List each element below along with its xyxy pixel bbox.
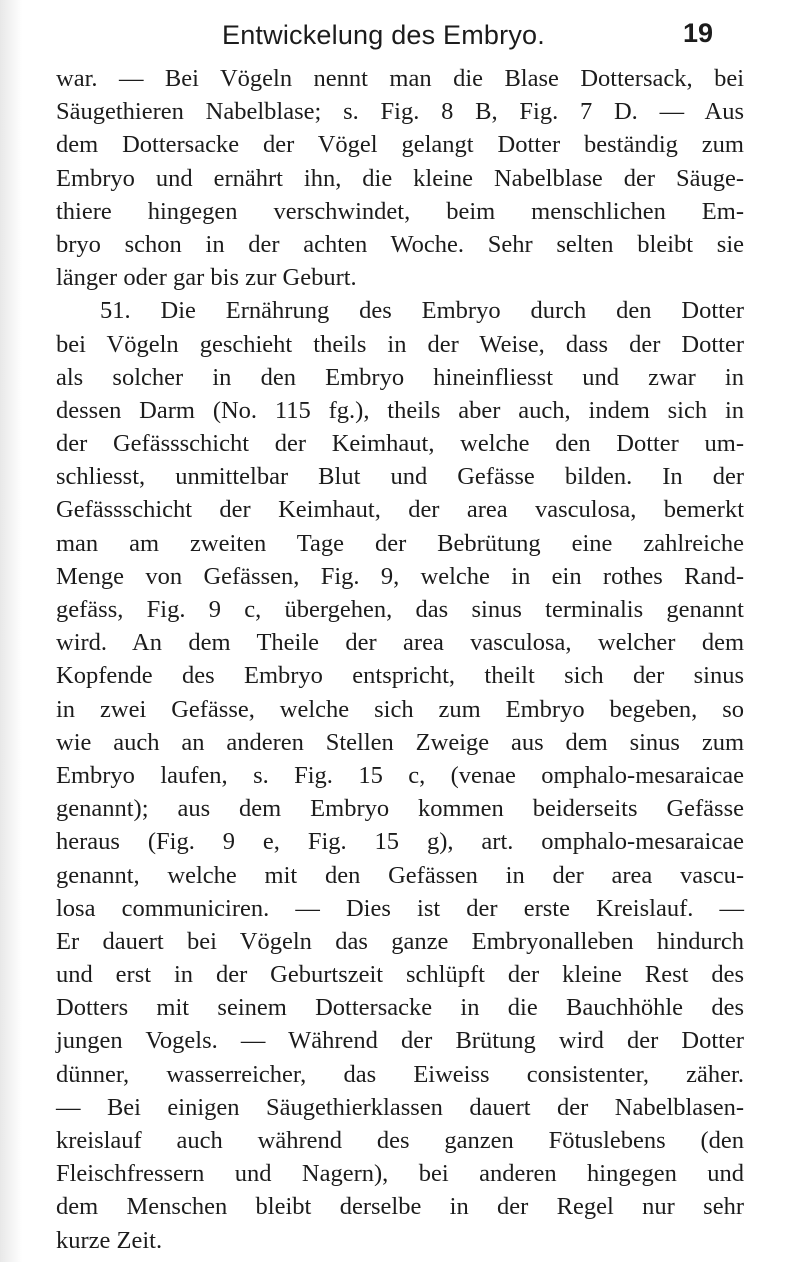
text-line: der Gefässschicht der Keimhaut, welche den Dotter um- — [56, 430, 744, 458]
body-text — [56, 62, 744, 1257]
text-line: Embryo und ernährt ihn, die kleine Nabelblase der Säuge- — [56, 164, 744, 192]
text-line: heraus (Fig. 9 e, Fig. 15 g), art. omphalo-mesaraicae — [56, 828, 744, 856]
paragraph-start-line: 51. Die Ernährung des Embryo durch den Dotter — [100, 297, 744, 325]
text-line: in zwei Gefässe, welche sich zum Embryo begeben, so — [56, 695, 744, 723]
text-line: — Bei einigen Säugethierklassen dauert der Nabelblasen- — [56, 1093, 744, 1121]
text-line: Er dauert bei Vögeln das ganze Embryonalleben hindurch — [56, 927, 744, 955]
text-line: war. — Bei Vögeln nennt man die Blase Dottersack, bei — [56, 65, 744, 92]
text-line: kreislauf auch während des ganzen Fötuslebens (den — [56, 1127, 744, 1154]
text-line: dessen Darm (No. 115 fg.), theils aber auch, indem sich in — [56, 396, 744, 424]
text-line: Dotters mit seinem Dottersacke in die Bauchhöhle des — [56, 994, 744, 1022]
page-header — [0, 18, 800, 58]
text-line: dünner, wasserreicher, das Eiweiss consistenter, zäher. — [56, 1060, 744, 1088]
text-line: Embryo laufen, s. Fig. 15 c, (venae omphalo-mesaraicae — [56, 761, 744, 789]
running-title: Entwickelung des Embryo. — [222, 20, 545, 50]
text-line: genannt); aus dem Embryo kommen beiderseits Gefässe — [56, 795, 744, 823]
text-line: länger oder gar bis zur Geburt. — [56, 264, 357, 292]
text-line: genannt, welche mit den Gefässen in der area vascu- — [56, 861, 744, 889]
text-line: und erst in der Geburtszeit schlüpft der kleine Rest des — [56, 961, 744, 989]
text-line: dem Dottersacke der Vögel gelangt Dotter beständig zum — [56, 131, 744, 159]
text-line: wird. An dem Theile der area vasculosa, welcher dem — [56, 629, 744, 657]
text-line: als solcher in den Embryo hineinfliesst und zwar in — [56, 363, 744, 391]
text-line: Kopfende des Embryo entspricht, theilt sich der sinus — [56, 662, 744, 690]
text-line: Säugethieren Nabelblase; s. Fig. 8 B, Fig. 7 D. — Aus — [56, 98, 744, 126]
text-line: schliesst, unmittelbar Blut und Gefässe bilden. In der — [56, 463, 744, 491]
text-line: thiere hingegen verschwindet, beim menschlichen Em- — [56, 197, 744, 225]
text-line: wie auch an anderen Stellen Zweige aus dem sinus zum — [56, 728, 744, 756]
text-line: losa communiciren. — Dies ist der erste Kreislauf. — — [56, 894, 744, 922]
text-line: Menge von Gefässen, Fig. 9, welche in ein rothes Rand- — [56, 562, 744, 590]
text-line: Fleischfressern und Nagern), bei anderen hingegen und — [56, 1160, 744, 1188]
text-line: jungen Vogels. — Während der Brütung wird der Dotter — [56, 1027, 744, 1055]
binding-gutter-shadow — [0, 0, 22, 1262]
text-line: dem Menschen bleibt derselbe in der Regel nur sehr — [56, 1193, 744, 1221]
text-line: man am zweiten Tage der Bebrütung eine zahlreiche — [56, 529, 744, 557]
page-number: 19 — [683, 18, 714, 48]
text-line: bryo schon in der achten Woche. Sehr selten bleibt sie — [56, 230, 744, 258]
text-line: bei Vögeln geschieht theils in der Weise, dass der Dotter — [56, 330, 744, 358]
text-line: Gefässschicht der Keimhaut, der area vasculosa, bemerkt — [56, 496, 744, 524]
text-line: gefäss, Fig. 9 c, übergehen, das sinus terminalis genannt — [56, 596, 744, 623]
text-line: kurze Zeit. — [56, 1226, 163, 1254]
